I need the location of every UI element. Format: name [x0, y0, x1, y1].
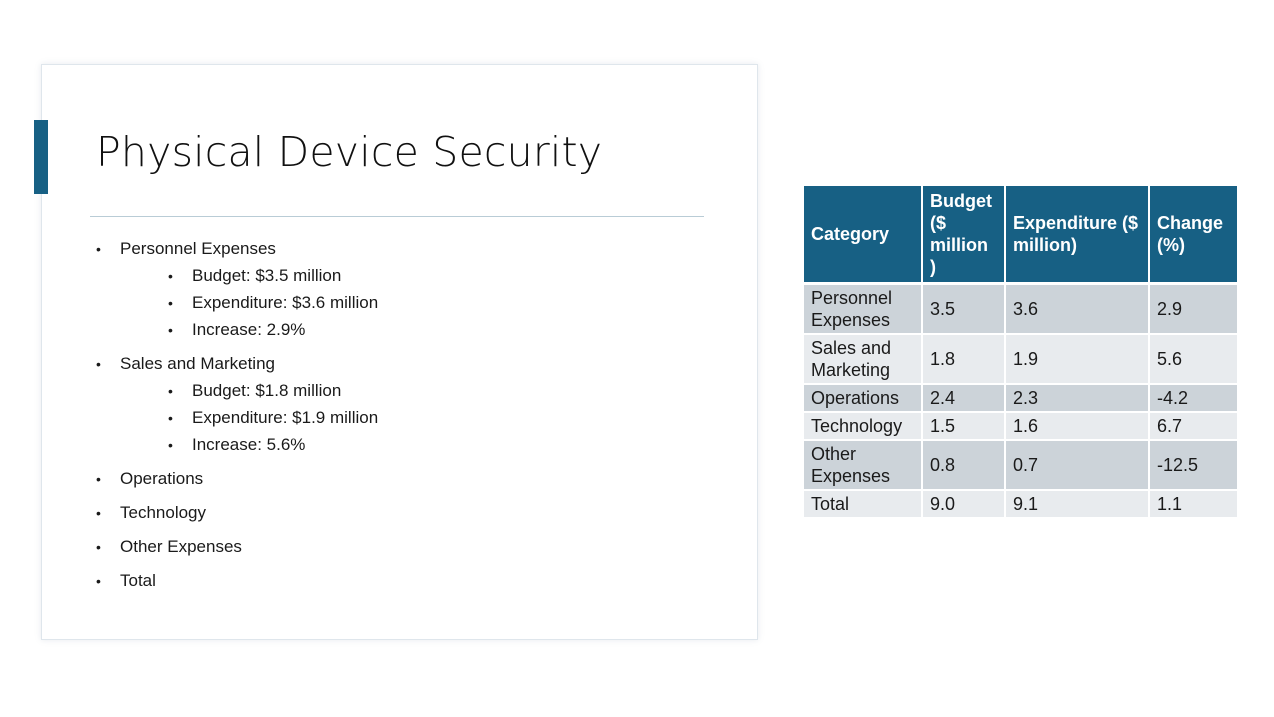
table-cell: 2.3 [1005, 384, 1149, 412]
table-row [804, 334, 1237, 384]
bullet-text: Operations [120, 469, 204, 488]
bullet-item [96, 502, 716, 524]
bullet-text: Technology [120, 503, 207, 522]
bullet-item [96, 353, 716, 456]
table-header-expenditure: Expenditure ($ million) [1005, 186, 1149, 284]
budget-table [804, 186, 1237, 519]
table-cell: Other Expenses [804, 440, 922, 490]
table-cell: Technology [804, 412, 922, 440]
table-cell: 1.8 [922, 334, 1005, 384]
table-cell: 1.1 [1149, 490, 1237, 518]
bullet-text: Total [120, 571, 156, 590]
table-header-row [804, 186, 1237, 284]
bullet-item [96, 468, 716, 490]
table-cell: Operations [804, 384, 922, 412]
table-header-category: Category [804, 186, 922, 284]
table-cell: 1.5 [922, 412, 1005, 440]
table-cell: 5.6 [1149, 334, 1237, 384]
table-row [804, 412, 1237, 440]
sub-bullet-item: • Budget: $3.5 million [120, 265, 716, 287]
table-cell: 2.9 [1149, 284, 1237, 335]
slide-title: Physical Device Security [96, 128, 603, 176]
table-row [804, 440, 1237, 490]
table-header-budget: Budget ($ million ) [922, 186, 1005, 284]
table-cell: 2.4 [922, 384, 1005, 412]
sub-bullet-item: • Increase: 5.6% [120, 434, 716, 456]
table-cell: -12.5 [1149, 440, 1237, 490]
table-cell: 3.6 [1005, 284, 1149, 335]
table-cell: 1.9 [1005, 334, 1149, 384]
bullet-text: Sales and Marketing [120, 354, 275, 373]
bullet-list [96, 238, 716, 604]
bullet-item [96, 570, 716, 592]
title-accent-bar [34, 120, 48, 194]
sub-bullet-list [120, 380, 716, 456]
sub-bullet-list [120, 265, 716, 341]
table-cell: 3.5 [922, 284, 1005, 335]
bullet-item [96, 536, 716, 558]
table-cell: 0.8 [922, 440, 1005, 490]
table-cell: -4.2 [1149, 384, 1237, 412]
sub-bullet-item: • Increase: 2.9% [120, 319, 716, 341]
sub-bullet-item: • Expenditure: $3.6 million [120, 292, 716, 314]
table-cell: Sales and Marketing [804, 334, 922, 384]
table-header-change: Change (%) [1149, 186, 1237, 284]
title-divider [90, 216, 704, 217]
sub-bullet-item: • Budget: $1.8 million [120, 380, 716, 402]
table-row [804, 490, 1237, 518]
bullet-item [96, 238, 716, 341]
table-cell: 0.7 [1005, 440, 1149, 490]
table-row [804, 384, 1237, 412]
table-cell: Total [804, 490, 922, 518]
bullet-text: Personnel Expenses [120, 239, 276, 258]
table-cell: 6.7 [1149, 412, 1237, 440]
table-row [804, 284, 1237, 335]
table-cell: 1.6 [1005, 412, 1149, 440]
sub-bullet-item: • Expenditure: $1.9 million [120, 407, 716, 429]
table-cell: Personnel Expenses [804, 284, 922, 335]
table-cell: 9.0 [922, 490, 1005, 518]
table-cell: 9.1 [1005, 490, 1149, 518]
bullet-text: Other Expenses [120, 537, 242, 556]
